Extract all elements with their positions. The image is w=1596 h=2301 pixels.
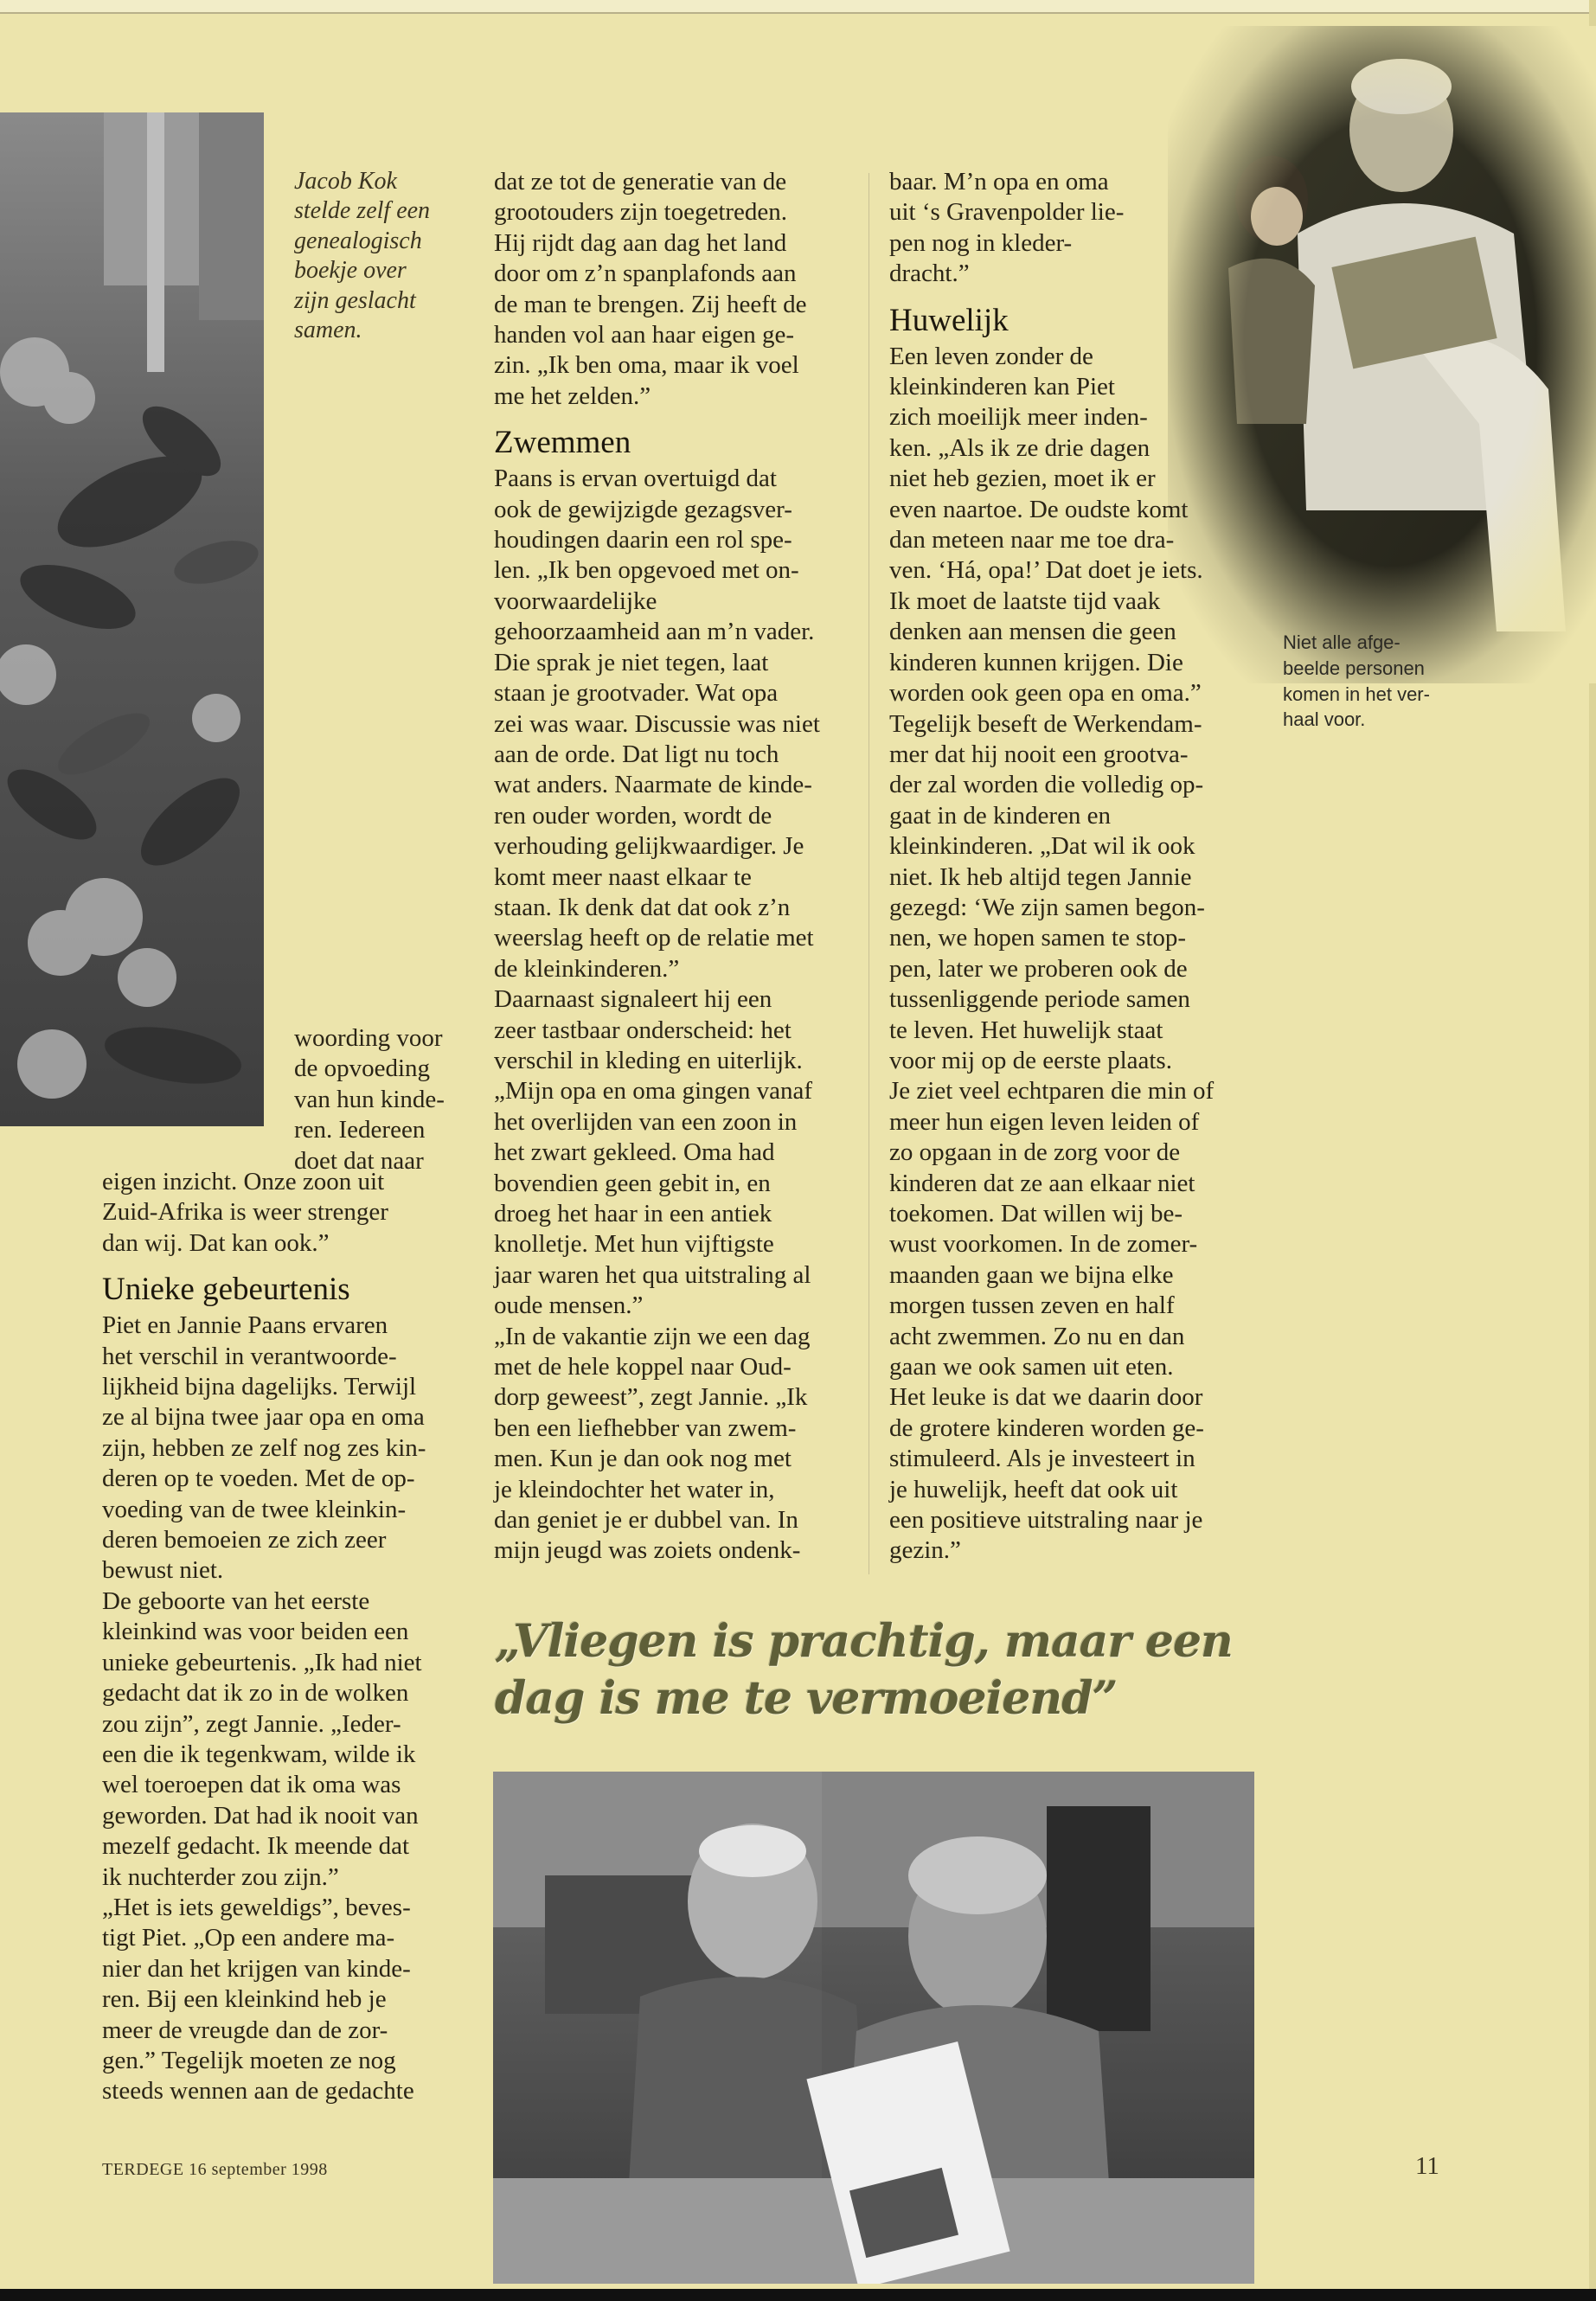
paragraph: woording voor de opvoeding van hun kinde- ren. Iedereen doet dat naar bbox=[294, 1024, 445, 1175]
heading-unieke-gebeurtenis: Unieke gebeurtenis bbox=[102, 1272, 350, 1308]
column-1-intro bbox=[294, 1023, 476, 1176]
paragraph: dat ze tot de generatie van de grootouders zijn toegetreden. Hij rijdt dag aan dag het land door om z’n spanplafonds aan de man te brengen. Zij heeft de handen vol aan haar eigen ge- zin. „Ik ben oma, maar ik voel me het zelden.” bbox=[494, 168, 807, 410]
caption-jacob-kok: Jacob Kok stelde zelf een genealogisch boekje over zijn geslacht samen. bbox=[294, 168, 431, 344]
page-number: 11 bbox=[1415, 2152, 1439, 2180]
top-edge bbox=[0, 0, 1596, 14]
photo-hydrangeas bbox=[0, 112, 264, 1126]
caption-photo-note: Niet alle afge- beelde personen komen in het ver- haal voor. bbox=[1283, 631, 1430, 731]
column-1 bbox=[102, 1167, 474, 2107]
footer-publication: TERDEGE 16 september 1998 bbox=[102, 2160, 328, 2179]
paragraph: „In de vakantie zijn we een dag met de hele koppel naar Oud- dorp geweest”, zegt Jannie. „Ik ben een liefhebber van zwem- men. Kun je dan ook nog met je kleindochter het water in, dan geniet je er dubbel van. In mijn jeugd was zoiets ondenk- bbox=[494, 1322, 811, 1565]
paragraph: Paans is ervan overtuigd dat ook de gewijzigde gezagsver- houdingen daarin een rol spe- len. „Ik ben opgevoed met on- voorwaardelijke gehoorzaamheid aan m’n vader. Die sprak je niet tegen, laat staan je grootvader. Wat opa zei was waar. Discussie was niet aan de orde. Dat ligt nu toch wat anders. Naarmate de kinde- ren ouder worden, wordt de verhouding gelijkwaardiger. Je komt meer naast elkaar te staan. Ik denk dat dat ook z’n weerslag heeft op de relatie met de kleinkinderen.” bbox=[494, 465, 820, 983]
heading-zwemmen: Zwemmen bbox=[494, 425, 631, 461]
paragraph: eigen inzicht. Onze zoon uit Zuid-Afrika is weer strenger dan wij. Dat kan ook.” bbox=[102, 1168, 388, 1257]
paragraph: „Het is iets geweldigs”, beves- tigt Piet. „Op een andere ma- nier dan het krijgen van kinde- ren. Bij een kleinkind heb je meer de vreugde dan de zor- gen.” Tegelijk moeten ze nog steeds wennen aan de gedachte bbox=[102, 1893, 414, 2106]
heading-huwelijk: Huwelijk bbox=[889, 302, 1009, 338]
photo-couple-with-book bbox=[493, 1772, 1254, 2284]
paragraph: Piet en Jannie Paans ervaren het verschil in verantwoorde- lijkheid bijna dagelijks. Terwijl ze al bijna twee jaar opa en oma zijn, hebben ze zelf nog zes kin- deren op te voeden. Met de op- voeding van de twee kleinkin- deren bemoeien ze zich zeer bewust niet. bbox=[102, 1311, 426, 1585]
paragraph: Een leven zonder de kleinkinderen kan Piet zich moeilijk meer inden- ken. „Als ik ze drie dagen niet heb gezien, moet ik er even naartoe. De oudste komt dan meteen naar me toe dra- ven. ‘Há, opa!’ Dat doet je iets. Ik moet de laatste tijd vaak denken aan mensen die geen kinderen kunnen krijgen. Die worden ook geen opa en oma.” Tegelijk beseft de Werkendam- mer dat hij nooit een grootva- der zal worden die volledig op- gaat in de kinderen en kleinkinderen. „Dat wil ik ook niet. Ik heb altijd tegen Jannie gezegd: ‘We zijn samen begon- nen, we hopen samen te stop- pen, later we proberen ook de tussenliggende periode samen te leven. Het huwelijk staat voor mij op de eerste plaats. Je ziet veel echtparen die min of meer hun eigen leven leiden of zo opgaan in de zorg voor de kinderen dat ze aan elkaar niet toekomen. Dat willen wij be- wust voorkomen. In de zomer- maanden gaan we bijna elke morgen tussen zeven en half acht zwemmen. Zo nu en dan gaan we ook samen uit eten. Het leuke is dat we daarin door de grotere kinderen worden ge- stimuleerd. Als je investeert in je huwelijk, heeft dat ook uit een positieve uitstraling naar je gezin.” bbox=[889, 342, 1215, 1565]
paragraph: Daarnaast signaleert hij een zeer tastbaar onderscheid: het verschil in kleding en uiterlijk. „Mijn opa en oma gingen vanaf het overlijden van een zoon in het zwart gekleed. Oma had bovendien geen gebit in, en droeg het haar in een antiek knolletje. Met hun vijftigste jaar waren het qua uitstraling al oude mensen.” bbox=[494, 985, 813, 1320]
paragraph: De geboorte van het eerste kleinkind was voor beiden een unieke gebeurtenis. „Ik had niet gedacht dat ik zo in de wolken zou zijn”, zegt Jannie. „Ieder- een die ik tegenkwam, wilde ik wel toeroepen dat ik oma was geworden. Dat had ik nooit van mezelf gedacht. Ik meende dat ik nuchterder zou zijn.” bbox=[102, 1586, 422, 1891]
bottom-edge bbox=[0, 2289, 1596, 2301]
column-3 bbox=[889, 167, 1261, 1567]
paragraph: baar. M’n opa en oma uit ‘s Gravenpolder lie- pen nog in kleder- dracht.” bbox=[889, 168, 1125, 288]
column-2 bbox=[494, 167, 857, 1567]
pull-quote: „Vliegen is prachtig, maar een dag is me te vermoeiend” bbox=[495, 1615, 1233, 1725]
